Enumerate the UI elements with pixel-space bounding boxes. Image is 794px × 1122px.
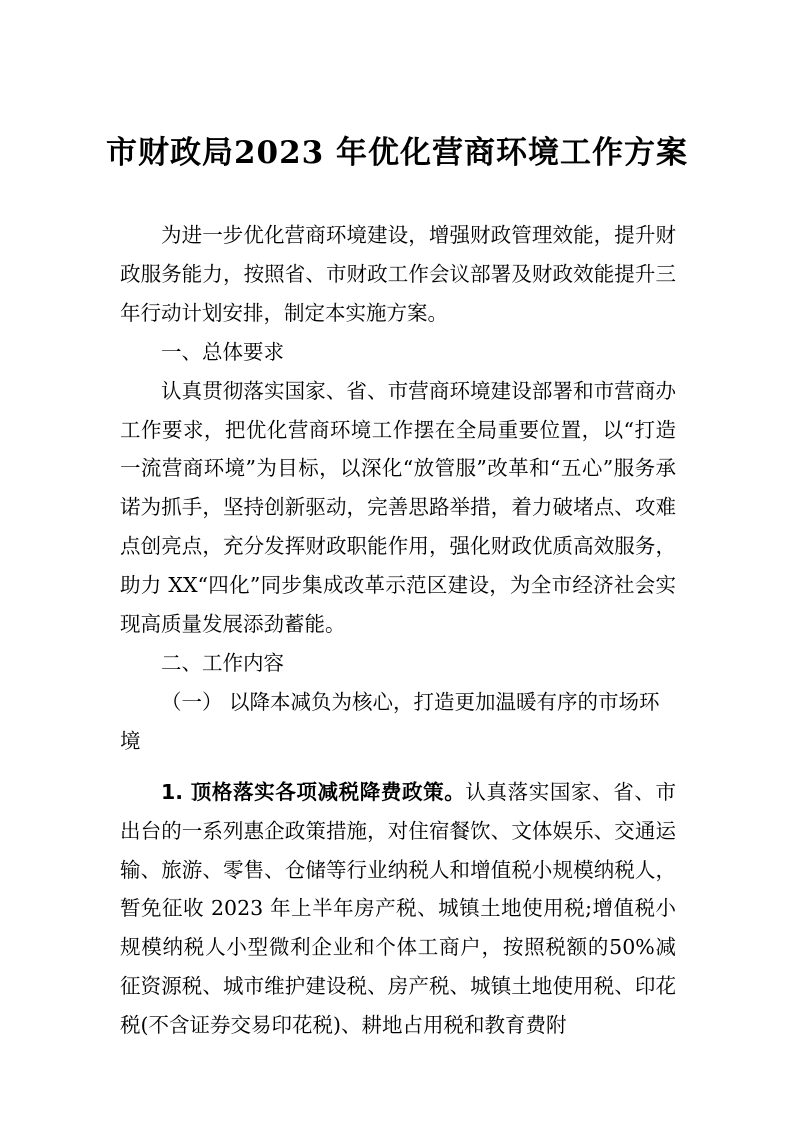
intro-paragraph: 为进一步优化营商环境建设，增强财政管理效能，提升财政服务能力，按照省、市财政工作会议部署及财政效能提升三年行动计划安排，制定本实施方案。 [120, 223, 676, 325]
document-title: 市财政局2023 年优化营商环境工作方案 [105, 135, 689, 171]
section-heading-general-requirements: 一、总体要求 [161, 339, 284, 364]
document-body [120, 216, 676, 1045]
section-heading-work-content: 二、工作内容 [161, 650, 284, 675]
item-heading: 1. 顶格落实各项减税降费政策。 [161, 779, 466, 804]
general-requirements-paragraph: 认真贯彻落实国家、省、市营商环境建设部署和市营商办工作要求，把优化营商环境工作摆在全局重要位置，以“打造一流营商环境”为目标，以深化“放管服”改革和“五心”服务承诺为抓手，坚持创新驱动，完善思路举措，着力破堵点、攻难点创亮点，充分发挥财政职能作用，强化财政优质高效服务，助力 XX“四化”同步集成改革示范区建设，为全市经济社会实现高质量发展添劲蓄能。 [120, 378, 676, 637]
subsection-heading-cost-reduction: （一） 以降本减负为核心，打造更加温暖有序的市场环境 [120, 689, 660, 753]
list-item-tax-reduction [120, 773, 676, 1045]
item-text: 认真落实国家、省、市出台的一系列惠企政策措施，对住宿餐饮、文体娱乐、交通运输、旅游、零售、仓储等行业纳税人和增值税小规模纳税人，暂免征收 2023 年上半年房产税、城镇土地使用税;增值税小规模纳税人小型微利企业和个体工商户，按照税额的50%减征资源税、城市维护建设税、房产税、城镇土地使用税、印花税(不含证券交易印花税)、耕地占用税和教育费附 [120, 779, 676, 1038]
